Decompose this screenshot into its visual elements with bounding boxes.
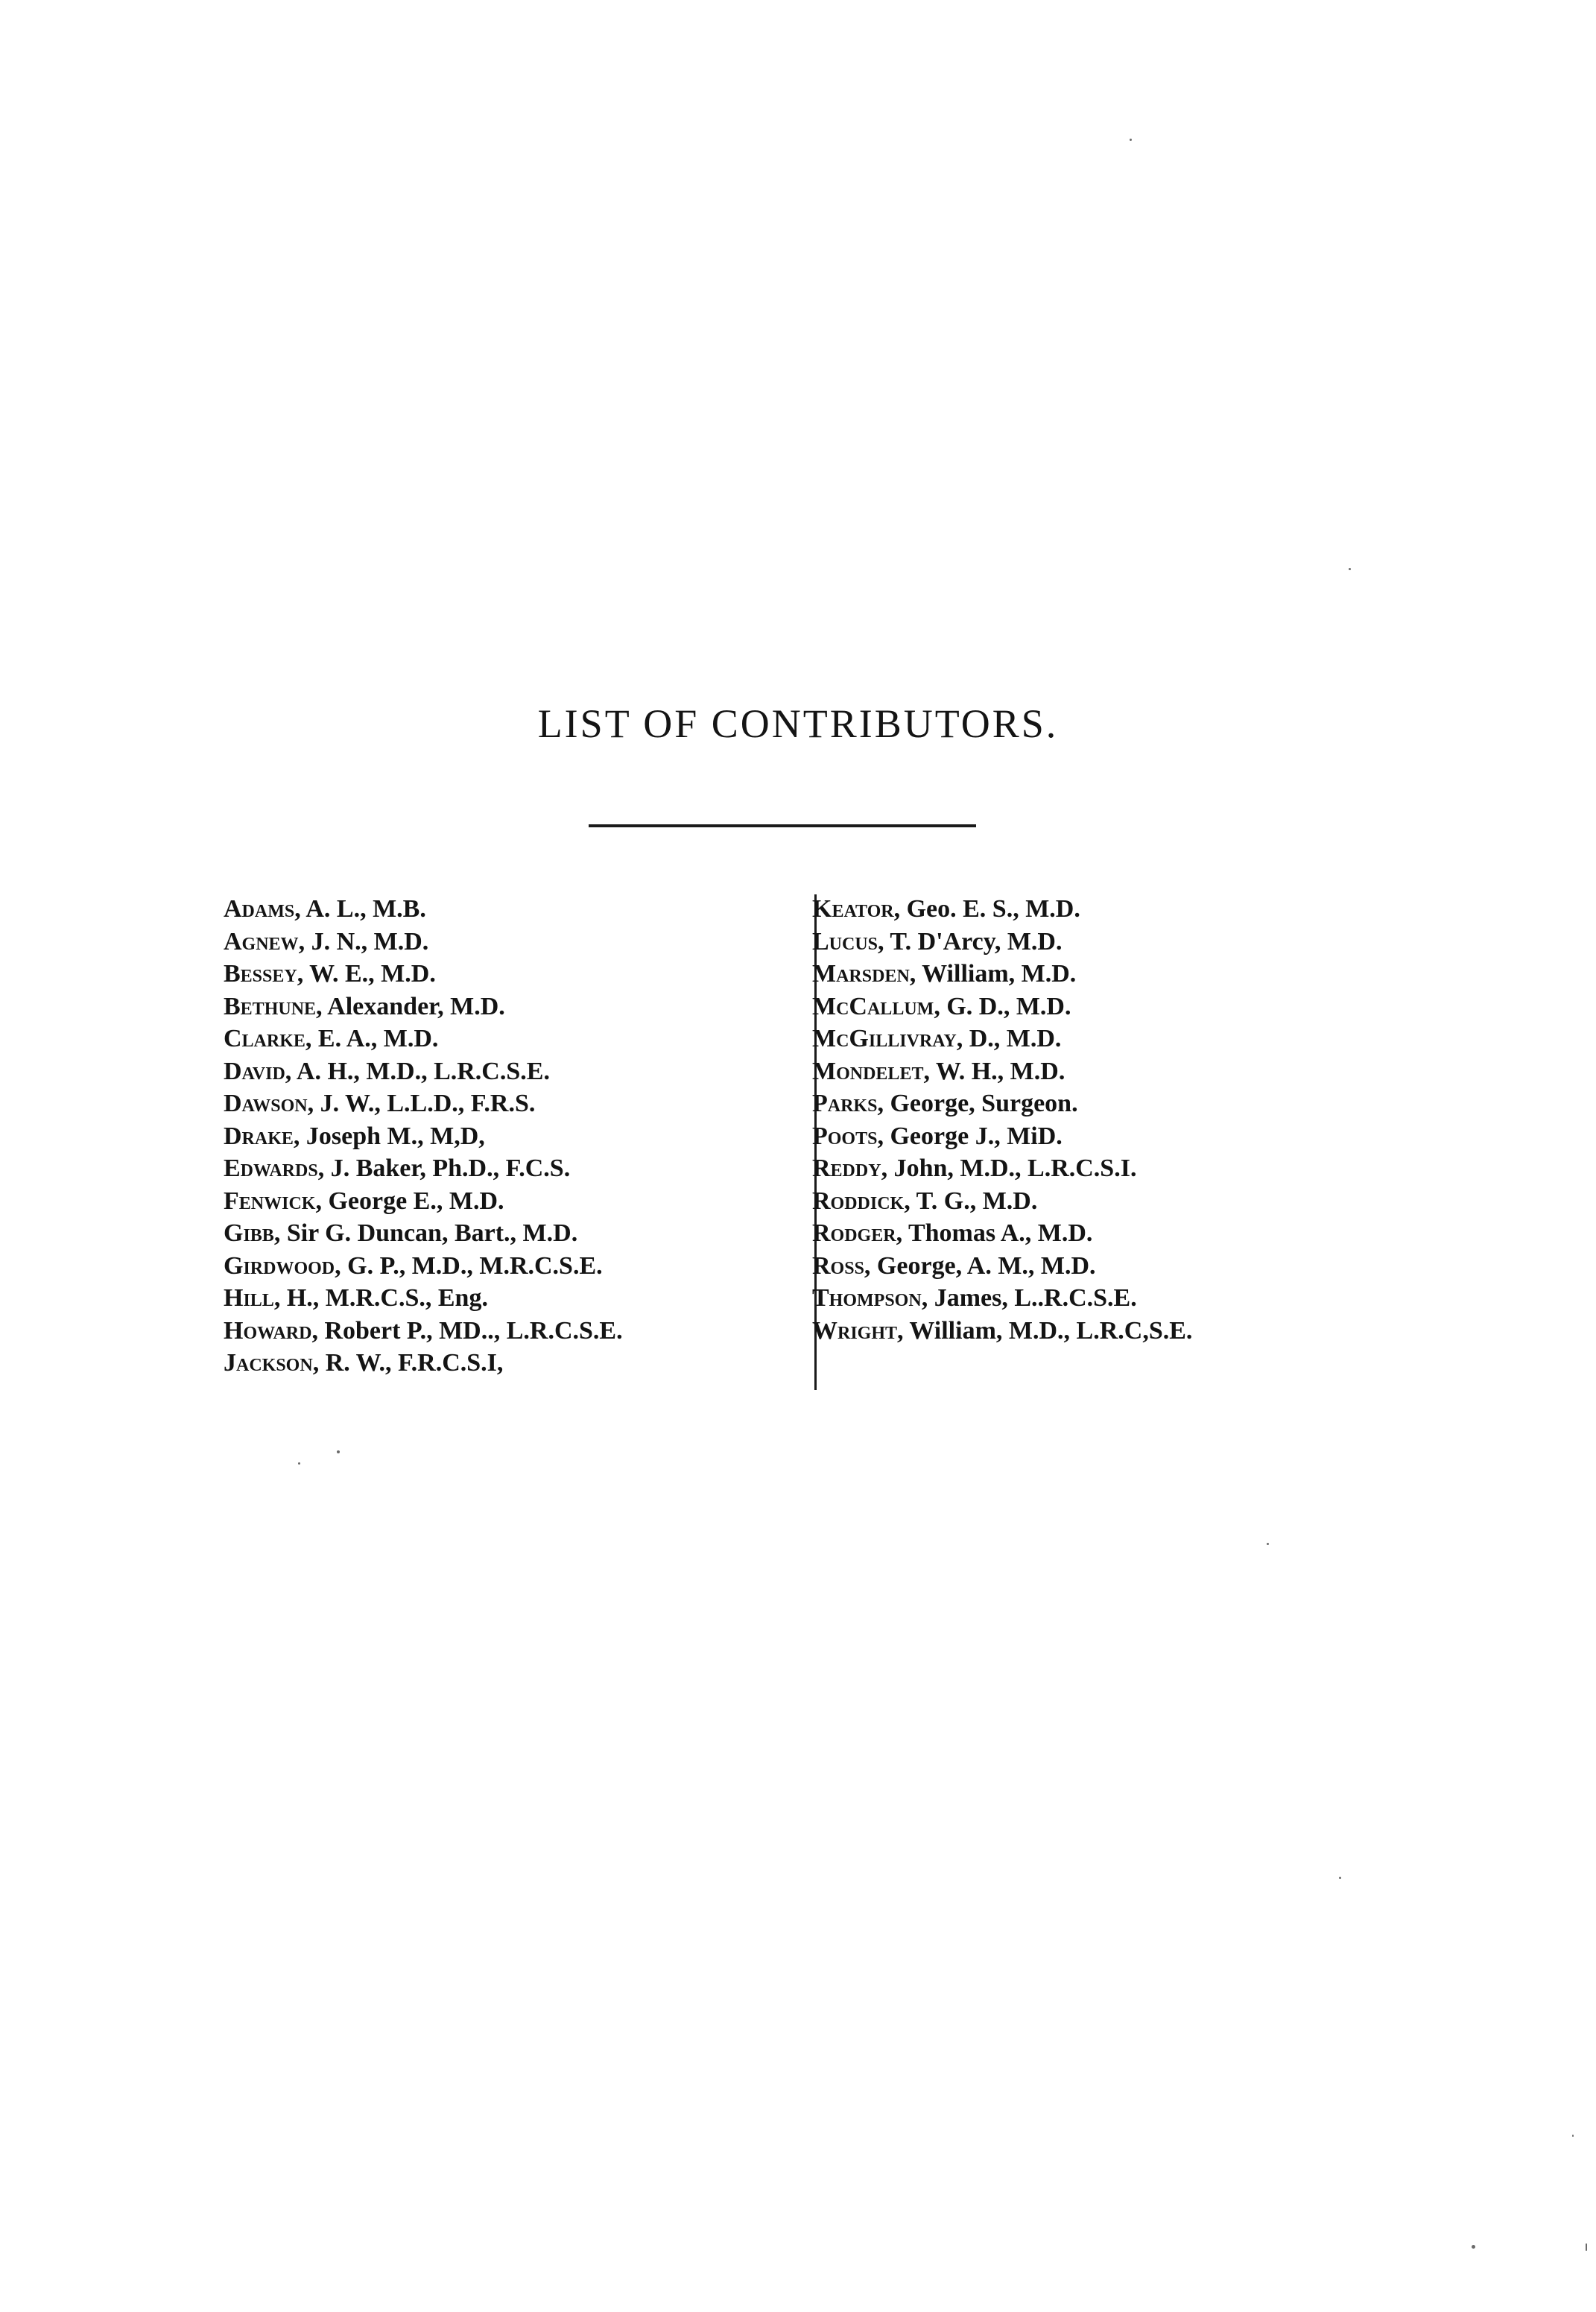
- contributor-entry: Howard, Robert P., MD.., L.R.C.S.E.: [224, 1316, 623, 1345]
- contributor-entry: Wright, William, M.D., L.R.C,S.E.: [812, 1316, 1193, 1345]
- contributor-entry: Girdwood, G. P., M.D., M.R.C.S.E.: [224, 1251, 603, 1280]
- contributor-entry: Thompson, James, L..R.C.S.E.: [812, 1284, 1137, 1312]
- contributor-entry: Agnew, J. N., M.D.: [224, 927, 429, 956]
- scan-speck: [1472, 2245, 1475, 2249]
- contributor-entry: Bessey, W. E., M.D.: [224, 960, 436, 988]
- contributors-left-column: [224, 893, 790, 1380]
- contributor-entry: Dawson, J. W., L.L.D., F.R.S.: [224, 1090, 536, 1117]
- contributor-entry: Clarke, E. A., M.D.: [224, 1025, 439, 1052]
- contributor-entry: Roddick, T. G., M.D.: [812, 1187, 1038, 1215]
- page-title: LIST OF CONTRIBUTORS.: [537, 701, 1059, 746]
- contributor-entry: Lucus, T. D'Arcy, M.D.: [812, 927, 1063, 956]
- contributor-entry: Ross, George, A. M., M.D.: [812, 1251, 1096, 1280]
- title-rule: [589, 824, 976, 827]
- contributor-entry: Hill, H., M.R.C.S., Eng.: [224, 1284, 488, 1312]
- contributor-entry: McCallum, G. D., M.D.: [812, 992, 1071, 1020]
- scan-speck: [1572, 2135, 1574, 2137]
- contributor-entry: Gibb, Sir G. Duncan, Bart., M.D.: [224, 1219, 578, 1247]
- contributor-entry: Fenwick, George E., M.D.: [224, 1187, 504, 1215]
- scan-speck: [1130, 139, 1132, 141]
- contributor-entry: Edwards, J. Baker, Ph.D., F.C.S.: [224, 1155, 571, 1182]
- scan-speck: [1349, 568, 1351, 570]
- contributor-entry: Marsden, William, M.D.: [812, 960, 1077, 988]
- contributor-entry: McGillivray, D., M.D.: [812, 1025, 1062, 1052]
- contributor-entry: Keator, Geo. E. S., M.D.: [812, 895, 1080, 923]
- scan-speck: [1339, 1877, 1341, 1879]
- contributor-entry: Reddy, John, M.D., L.R.C.S.I.: [812, 1155, 1137, 1182]
- contributor-entry: Bethune, Alexander, M.D.: [224, 992, 505, 1020]
- scan-speck: [298, 1462, 300, 1465]
- contributor-entry: Adams, A. L., M.B.: [224, 895, 426, 923]
- contributors-right-column: [812, 893, 1378, 1347]
- contributor-entry: Rodger, Thomas A., M.D.: [812, 1219, 1093, 1247]
- contributor-entry: Mondelet, W. H., M.D.: [812, 1057, 1065, 1085]
- contributor-entry: Poots, George J., MiD.: [812, 1122, 1063, 1150]
- contributor-entry: Parks, George, Surgeon.: [812, 1090, 1078, 1117]
- scan-speck: [1586, 2243, 1587, 2251]
- contributor-entry: David, A. H., M.D., L.R.C.S.E.: [224, 1057, 550, 1085]
- contributor-entry: Drake, Joseph M., M,D,: [224, 1122, 485, 1150]
- scan-speck: [337, 1450, 340, 1453]
- scan-speck: [1267, 1543, 1269, 1545]
- contributor-entry: Jackson, R. W., F.R.C.S.I,: [224, 1349, 504, 1377]
